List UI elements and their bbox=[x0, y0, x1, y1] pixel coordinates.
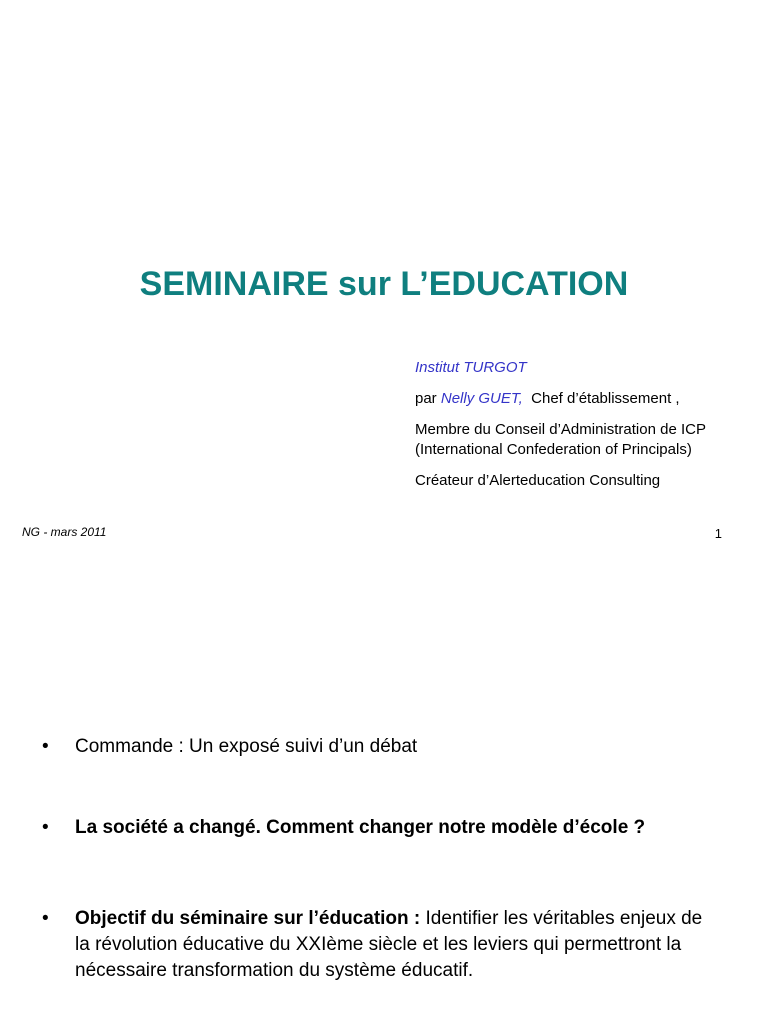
slide-footer-date: NG - mars 2011 bbox=[22, 525, 107, 539]
author-block bbox=[415, 358, 735, 502]
author-name: Nelly GUET, bbox=[440, 390, 523, 407]
membership-text: Membre du Conseil d’Administration de ICP (International Confederation of Principals) bbox=[415, 421, 706, 458]
creator-text: Créateur d’Alerteducation Consulting bbox=[415, 472, 661, 489]
bullet-icon: • bbox=[42, 736, 49, 757]
bullet-text-bold: La société a changé. Comment changer notre modèle d’école ? bbox=[75, 817, 646, 838]
bullet-text bbox=[75, 906, 722, 984]
bullet-text-plain: Commande : Un exposé suivi d’un débat bbox=[75, 736, 418, 757]
list-item bbox=[42, 734, 722, 760]
list-item bbox=[42, 815, 722, 841]
bullet-text-plain: Identifier les véritables enjeux de la révolution éducative du XXIème siècle et les leviers qui permettront la nécessaire transformation du système éducatif. bbox=[75, 908, 703, 981]
author-role: Chef d’établissement , bbox=[522, 390, 680, 407]
slide-page-number: 1 bbox=[714, 526, 722, 541]
author-prefix: par bbox=[415, 390, 441, 407]
slide-title: SEMINAIRE sur L’EDUCATION bbox=[139, 265, 629, 303]
bullet-text bbox=[75, 734, 722, 760]
bullet-icon: • bbox=[42, 908, 49, 929]
institute-label: Institut TURGOT bbox=[415, 359, 527, 376]
slide-content-page bbox=[0, 560, 768, 1024]
bullet-icon: • bbox=[42, 817, 49, 838]
bullet-text bbox=[75, 815, 722, 841]
author-line bbox=[415, 389, 735, 409]
bullet-text-bold: Objectif du séminaire sur l’éducation : bbox=[75, 908, 426, 929]
list-item bbox=[42, 906, 722, 984]
institute-name bbox=[415, 358, 735, 378]
